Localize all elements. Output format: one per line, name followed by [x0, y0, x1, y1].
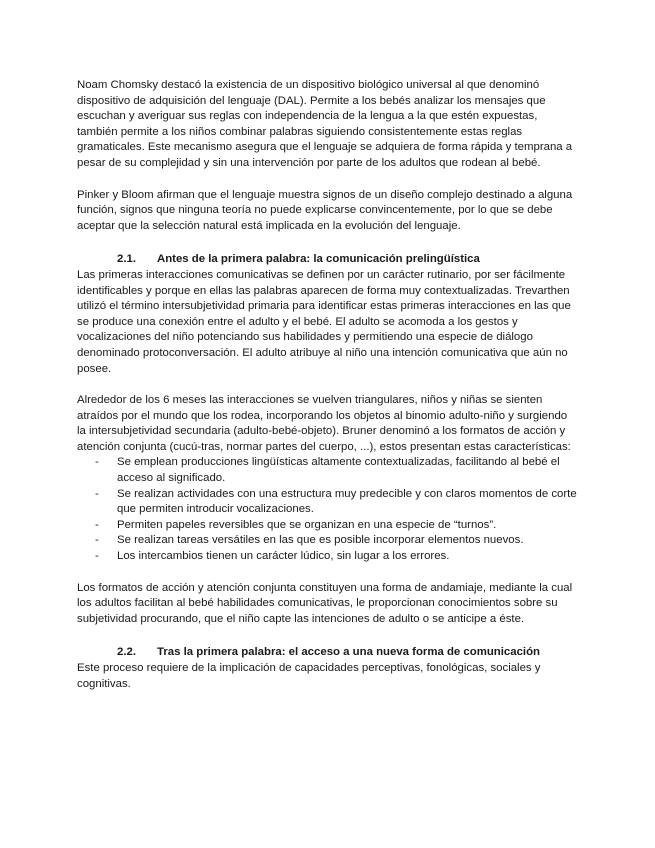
section-title: Tras la primera palabra: el acceso a una nueva forma de comunicación	[157, 646, 541, 659]
section-number: 2.2.	[117, 646, 136, 659]
document-page	[77, 78, 579, 692]
list-item: - Los intercambios tienen un carácter lúdico, sin lugar a los errores.	[95, 549, 579, 565]
characteristics-list	[77, 455, 579, 564]
list-item: - Se realizan tareas versátiles en las que es posible incorporar elementos nuevos.	[95, 533, 579, 549]
paragraph-gap	[77, 234, 579, 250]
paragraph-gap	[77, 627, 579, 643]
paragraph-first-interactions: Las primeras interacciones comunicativas se definen por un carácter rutinario, por ser fácilmente identificables y porque en ellas las palabras aparecen de forma muy contextualizadas. Trevarthen utilizó el término intersubjetividad primaria para identificar estas primeras interacciones en las que se produce una conexión entre el adulto y el bebé. El adulto se acomoda a los gestos y vocalizaciones del niño potenciando sus habilidades y permitiendo una especie de diálogo denominado protoconversación. El adulto atribuye al niño una intención comunicativa que aún no posee.	[77, 268, 571, 375]
paragraph-pinker-bloom: Pinker y Bloom afirman que el lenguaje muestra signos de un diseño complejo destinado a alguna función, signos que ninguna teoría no puede explicarse convincentemente, por lo que se debe aceptar que la selección natural está implicada en la evolución del lenguaje.	[77, 188, 573, 232]
section-number: 2.1.	[117, 253, 136, 266]
list-item: - Permiten papeles reversibles que se organizan en una especie de “turnos”.	[95, 518, 579, 534]
paragraph-gap	[77, 377, 579, 393]
section-heading-2-1	[77, 252, 579, 268]
paragraph-process: Este proceso requiere de la implicación de capacidades perceptivas, fonológicas, sociales y cognitivas.	[77, 662, 541, 690]
paragraph-gap	[77, 565, 579, 581]
section-title: Antes de la primera palabra: la comunicación prelingüística	[157, 253, 480, 266]
section-heading-2-2	[77, 645, 579, 661]
list-item: - Se emplean producciones lingüísticas altamente contextualizadas, facilitando al bebé el acceso al significado.	[95, 455, 579, 486]
paragraph-gap	[77, 172, 579, 188]
paragraph-scaffolding: Los formatos de acción y atención conjunta constituyen una forma de andamiaje, mediante la cual los adultos facilitan al bebé habilidades comunicativas, le proporcionan conocimientos sobre su subjetividad procurando, que el niño capte las intenciones de adulto o se anticipe a éste.	[77, 581, 573, 625]
list-item: - Se realizan actividades con una estructura muy predecible y con claros momentos de corte que permiten introducir vocalizaciones.	[95, 487, 579, 518]
paragraph-triangular-interactions: Alrededor de los 6 meses las interacciones se vuelven triangulares, niños y niñas se sienten atraídos por el mundo que los rodea, incorporando los objetos al binomio adulto-niño y surgiendo la intersubjetividad secundaria (adulto-bebé-objeto). Bruner denominó a los formatos de acción y atención conjunta (cucú-tras, normar partes del cuerpo, ...), estos presentan estas características:	[77, 394, 571, 453]
paragraph-chomsky: Noam Chomsky destacó la existencia de un dispositivo biológico universal al que denominó dispositivo de adquisición del lenguaje (DAL). Permite a los bebés analizar los mensajes que escuchan y averiguar sus reglas con independencia de la lengua a la que estén expuestas, también permite a los niños combinar palabras siguiendo consistentemente estas reglas gramaticales. Este mecanismo asegura que el lenguaje se adquiera de forma rápida y temprana a pesar de su complejidad y sin una intervención por parte de los adultos que rodean al bebé.	[77, 79, 573, 169]
